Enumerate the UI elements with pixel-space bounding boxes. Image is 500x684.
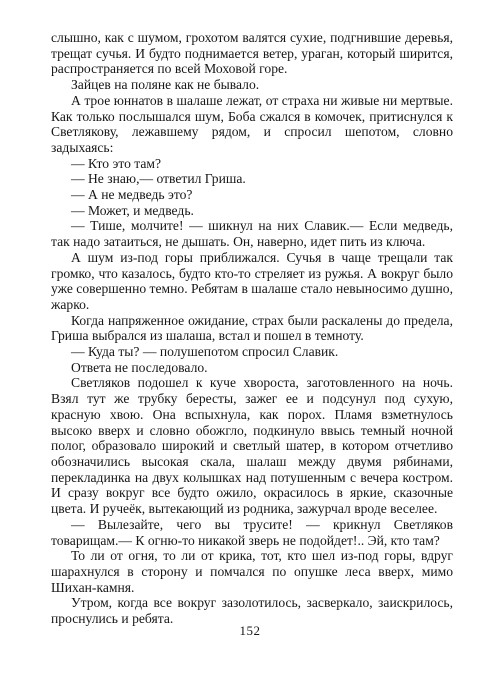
dialogue-line: — Куда ты? — полушепотом спросил Славик.: [71, 344, 339, 360]
paragraph: А трое юннатов в шалаше лежат, от страха ни живые ни мертвые. Как только послышался шум, Боба сжался в комочек, притиснулся к Светлякову, лежавшему рядом, и спросил шепотом, словно задыхаясь:: [51, 92, 453, 155]
paragraph: Когда напряженное ожидание, страх были раскалены до предела, Гриша выбрался из шалаша, встал и пошел в темноту.: [51, 312, 453, 344]
page-text: [51, 30, 453, 627]
paragraph: Утром, когда все вокруг зазолотилось, засверкало, заискрилось, проснулись и ребята.: [51, 595, 453, 627]
dialogue-line: — А не медведь это?: [71, 187, 193, 203]
paragraph: А шум из-под горы приближался. Сучья в чаще трещали так громко, что казалось, будто кто-то стреляет из ружья. А вокруг было уже совершенно темно. Ребятам в шалаше стало невыносимо душно, жарко.: [51, 249, 453, 312]
dialogue-line: — Не знаю,— ответил Гриша.: [71, 171, 246, 187]
paragraph: То ли от огня, то ли от крика, тот, кто шел из-под горы, вдруг шарахнулся в сторону и помчался по опушке леса вверх, мимо Шихан-камня.: [51, 548, 453, 595]
dialogue-line: — Кто это там?: [71, 155, 162, 171]
paragraph: Ответа не последовало.: [71, 359, 208, 375]
dialogue-line: — Вылезайте, чего вы трусите! — крикнул Светляков товарищам.— К огню-то никакой зверь не подойдет!.. Эй, кто там?: [51, 516, 453, 548]
paragraph: Зайцев на поляне как не бывало.: [71, 77, 260, 93]
paragraph: слышно, как с шумом, грохотом валятся сухие, подгнившие деревья, трещат сучья. И будто поднимается ветер, ураган, который ширится, распространяется по всей Моховой горе.: [51, 30, 453, 77]
dialogue-line: — Может, и медведь.: [71, 202, 194, 218]
paragraph: Светляков подошел к куче хвороста, заготовленного на ночь. Взял тут же трубку бересты, зажег ее и подсунул под сухую, красную хвою. Она вспыхнула, как порох. Пламя взметнулось высоко вверх и словно обожгло, подкинуло ввысь темный ночной полог, образовало широкий и светлый шатер, в котором отчетливо обозначились высокая скала, шалаш между двумя рябинами, перекладинка на двух колышках над потушенным с вечера костром. И сразу вокруг все будто ожило, окрасилось в яркие, сказочные цвета. И ручеёк, вытекающий из родника, зажурчал вроде веселее.: [51, 375, 453, 517]
dialogue-line: — Тише, молчите! — шикнул на них Славик.— Если медведь, так надо затаиться, не дышать. Он, наверно, идет пить из ключа.: [51, 218, 453, 250]
page-number: 152: [239, 623, 261, 638]
